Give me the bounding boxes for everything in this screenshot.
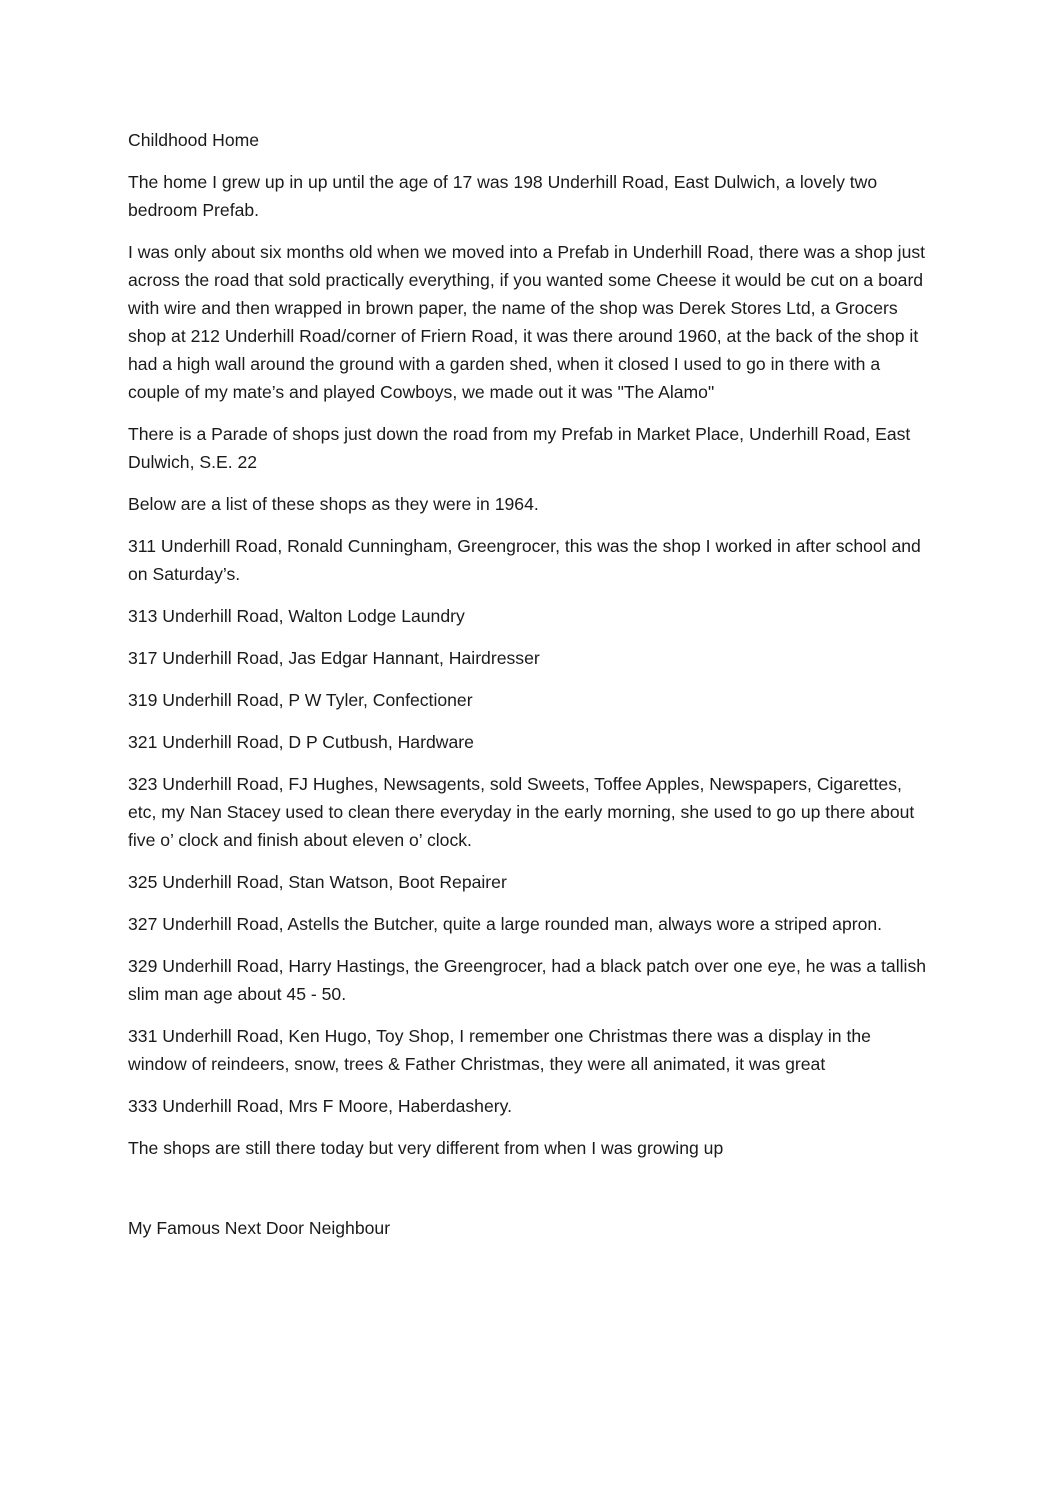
shop-entry-321: 321 Underhill Road, D P Cutbush, Hardware — [128, 732, 474, 752]
shop-entry-323: 323 Underhill Road, FJ Hughes, Newsagents, sold Sweets, Toffee Apples, Newspapers, Cigarettes, etc, my Nan Stacey used to clean there everyday in the early morning, she used to go up there about five o’ clock and finish about eleven o’ clock. — [128, 774, 915, 850]
paragraph-list-intro: Below are a list of these shops as they were in 1964. — [128, 494, 539, 514]
shop-entry-313: 313 Underhill Road, Walton Lodge Laundry — [128, 606, 465, 626]
shop-entry-329: 329 Underhill Road, Harry Hastings, the Greengrocer, had a black patch over one eye, he was a tallish slim man age about 45 - 50. — [128, 956, 927, 1004]
paragraph-closing: The shops are still there today but very different from when I was growing up — [128, 1138, 724, 1158]
document-page — [128, 126, 928, 1256]
shop-entry-327: 327 Underhill Road, Astells the Butcher, quite a large rounded man, always wore a striped apron. — [128, 914, 883, 934]
section-heading-childhood-home: Childhood Home — [128, 130, 260, 150]
shop-entry-317: 317 Underhill Road, Jas Edgar Hannant, Hairdresser — [128, 648, 540, 668]
paragraph-parade: There is a Parade of shops just down the road from my Prefab in Market Place, Underhill Road, East Dulwich, S.E. 22 — [128, 424, 911, 472]
shop-entry-319: 319 Underhill Road, P W Tyler, Confectioner — [128, 690, 473, 710]
shop-entry-331: 331 Underhill Road, Ken Hugo, Toy Shop, I remember one Christmas there was a display in the window of reindeers, snow, trees & Father Christmas, they were all animated, it was great — [128, 1026, 871, 1074]
shop-entry-333: 333 Underhill Road, Mrs F Moore, Haberdashery. — [128, 1096, 512, 1116]
section-heading-famous-neighbour: My Famous Next Door Neighbour — [128, 1218, 391, 1238]
shop-entry-325: 325 Underhill Road, Stan Watson, Boot Repairer — [128, 872, 507, 892]
paragraph-intro: The home I grew up in up until the age of 17 was 198 Underhill Road, East Dulwich, a lovely two bedroom Prefab. — [128, 172, 878, 220]
shop-entry-311: 311 Underhill Road, Ronald Cunningham, Greengrocer, this was the shop I worked in after school and on Saturday’s. — [128, 536, 921, 584]
paragraph-shop-story: I was only about six months old when we moved into a Prefab in Underhill Road, there was a shop just across the road that sold practically everything, if you wanted some Cheese it would be cut on a board with wire and then wrapped in brown paper, the name of the shop was Derek Stores Ltd, a Grocers shop at 212 Underhill Road/corner of Friern Road, it was there around 1960, at the back of the shop it had a high wall around the ground with a garden shed, when it closed I used to go in there with a couple of my mate’s and played Cowboys, we made out it was "The Alamo" — [128, 242, 926, 402]
section-spacer — [128, 1176, 928, 1214]
